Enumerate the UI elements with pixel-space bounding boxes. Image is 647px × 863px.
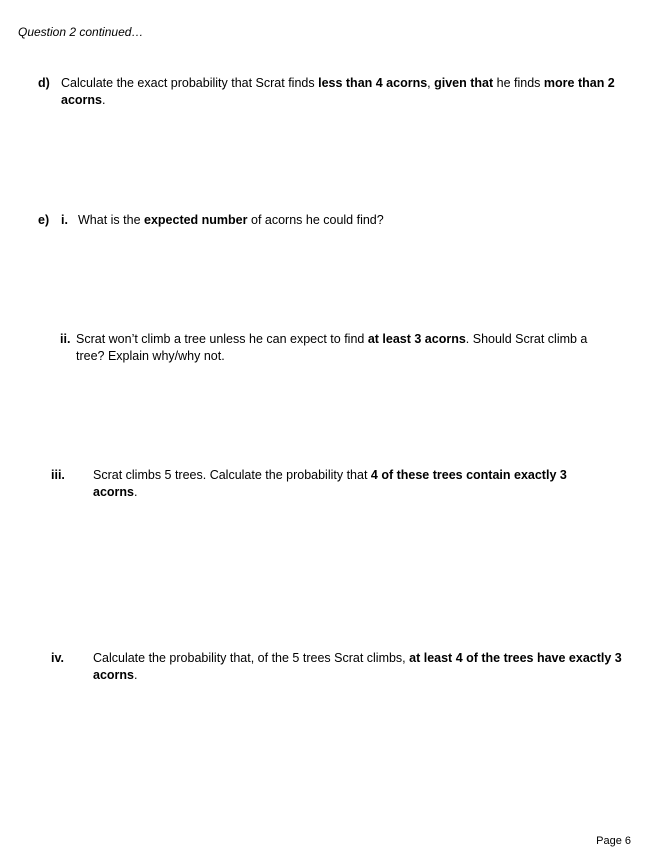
text-segment: Scrat won’t climb a tree unless he can expect to find bbox=[76, 332, 368, 346]
subquestion-label: iii. bbox=[51, 468, 65, 482]
emphasis: expected number bbox=[144, 213, 248, 227]
subquestion-label: i. bbox=[61, 213, 68, 227]
text-segment: . bbox=[102, 93, 106, 107]
text-segment: . bbox=[134, 485, 138, 499]
text-segment: he finds bbox=[493, 76, 544, 90]
text-segment: . bbox=[134, 668, 138, 682]
question-text bbox=[93, 467, 593, 501]
text-segment: What is the bbox=[78, 213, 144, 227]
question-text bbox=[76, 331, 616, 365]
emphasis: less than 4 acorns bbox=[318, 76, 428, 90]
emphasis: at least 3 acorns bbox=[367, 332, 466, 346]
emphasis: given that bbox=[434, 76, 494, 90]
text-segment: Calculate the exact probability that Scrat finds bbox=[61, 76, 319, 90]
text-segment: Scrat climbs 5 trees. Calculate the probability that bbox=[93, 468, 371, 482]
emphasis: at least 4 of the trees have exactly 3 acorns bbox=[93, 651, 622, 682]
text-segment: Calculate the probability that, of the 5 trees Scrat climbs, bbox=[93, 651, 410, 665]
subquestion-label: iv. bbox=[51, 651, 64, 665]
subquestion-label: ii. bbox=[60, 332, 71, 346]
text-segment: , bbox=[427, 76, 435, 90]
question-text bbox=[78, 212, 618, 229]
text-segment: . Should Scrat climb a tree? Explain why/why not. bbox=[76, 332, 588, 363]
question-text bbox=[61, 75, 638, 109]
emphasis: more than 2 acorns bbox=[61, 76, 615, 107]
emphasis: 4 of these trees contain exactly 3 acorns bbox=[93, 468, 567, 499]
question-label: d) bbox=[38, 76, 50, 90]
page-header: Question 2 continued… bbox=[18, 25, 144, 39]
page-number: Page 6 bbox=[596, 835, 631, 847]
question-label: e) bbox=[38, 213, 50, 227]
question-text bbox=[93, 650, 641, 684]
text-segment: of acorns he could find? bbox=[247, 213, 384, 227]
